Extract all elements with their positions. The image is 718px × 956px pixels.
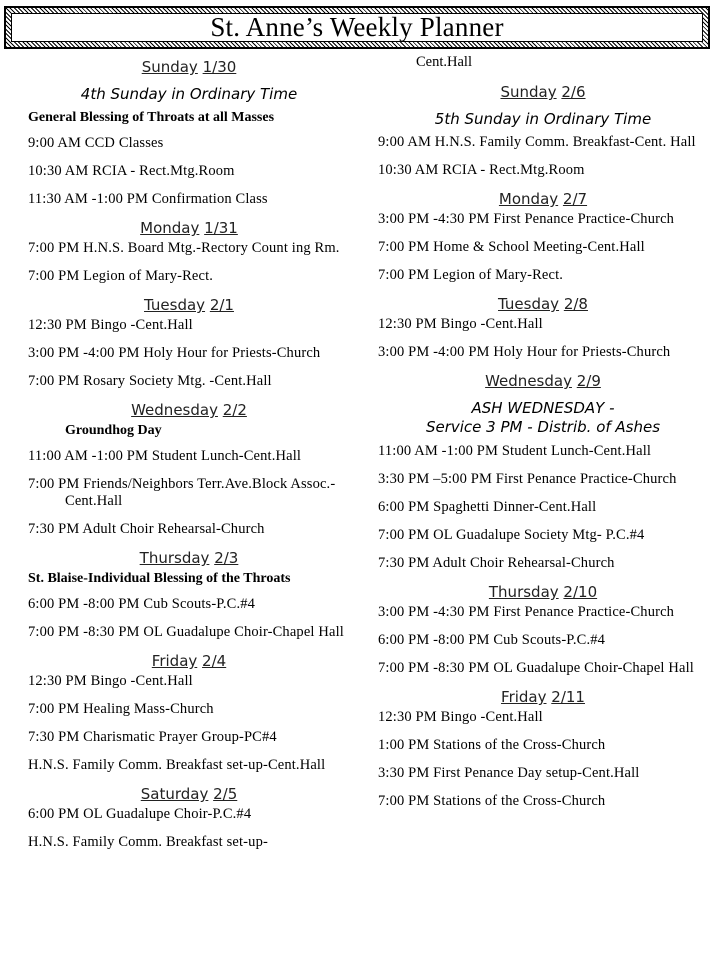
event-item: 6:00 PM -8:00 PM Cub Scouts-P.C.#4 bbox=[378, 632, 606, 648]
event-item: 1:00 PM Stations of the Cross-Church bbox=[378, 737, 606, 753]
day-date: 2/9 bbox=[576, 372, 601, 390]
event-item: 12:30 PM Bingo -Cent.Hall bbox=[378, 709, 543, 725]
event-item: 7:00 PM Home & School Meeting-Cent.Hall bbox=[378, 239, 645, 255]
event-item: 6:00 PM -8:00 PM Cub Scouts-P.C.#4 bbox=[28, 596, 256, 612]
day-heading bbox=[28, 58, 350, 77]
observance-title: 4th Sunday in Ordinary Time bbox=[80, 85, 298, 103]
day-date: 2/6 bbox=[561, 83, 586, 101]
event-item: 10:30 AM RCIA - Rect.Mtg.Room bbox=[378, 162, 585, 178]
event-item: 7:00 PM Healing Mass-Church bbox=[28, 701, 214, 717]
observance-title: 5th Sunday in Ordinary Time bbox=[434, 110, 652, 128]
special-observance bbox=[378, 399, 708, 437]
event-continuation: Cent.Hall bbox=[416, 54, 472, 70]
event-item: 7:00 PM Legion of Mary-Rect. bbox=[28, 268, 214, 284]
day-date: 2/7 bbox=[562, 190, 588, 208]
observance-title: ASH WEDNESDAY - bbox=[471, 399, 615, 417]
page-title: St. Anne’s Weekly Planner bbox=[210, 12, 504, 42]
event-item: 7:30 PM Adult Choir Rehearsal-Church bbox=[378, 555, 615, 571]
event-item: 9:00 AM CCD Classes bbox=[28, 135, 164, 151]
day-date: 1/31 bbox=[204, 219, 238, 237]
event-item: 7:00 PM Rosary Society Mtg. -Cent.Hall bbox=[28, 373, 272, 389]
day-heading bbox=[378, 372, 708, 391]
day-name: Wednesday bbox=[131, 401, 218, 419]
day-name: Monday bbox=[140, 219, 200, 237]
event-item: 7:00 PM -8:30 PM OL Guadalupe Choir-Chapel Hall bbox=[28, 624, 344, 640]
event-item: 12:30 PM Bingo -Cent.Hall bbox=[378, 316, 543, 332]
event-item: 11:30 AM -1:00 PM Confirmation Class bbox=[28, 191, 268, 207]
event-item: 7:00 PM Friends/Neighbors Terr.Ave.Block Assoc.-Cent.Hall bbox=[28, 476, 336, 509]
day-heading bbox=[28, 549, 350, 568]
event-item: 3:00 PM -4:00 PM Holy Hour for Priests-Church bbox=[378, 344, 671, 360]
day-name: Thursday bbox=[488, 583, 559, 601]
event-item: 6:00 PM OL Guadalupe Choir-P.C.#4 bbox=[28, 806, 252, 822]
special-observance bbox=[28, 85, 350, 103]
day-heading bbox=[28, 401, 350, 420]
event-item: 6:00 PM Spaghetti Dinner-Cent.Hall bbox=[378, 499, 597, 515]
day-heading bbox=[378, 583, 708, 602]
event-item: 7:00 PM H.N.S. Board Mtg.-Rectory Count ing Rm. bbox=[28, 240, 340, 256]
day-name: Monday bbox=[498, 190, 559, 208]
right-column bbox=[378, 54, 708, 821]
event-item: H.N.S. Family Comm. Breakfast set-up-Cent.Hall bbox=[28, 757, 326, 773]
day-heading bbox=[28, 296, 350, 315]
day-heading bbox=[28, 652, 350, 671]
day-name: Tuesday bbox=[144, 296, 206, 314]
event-item: 7:00 PM OL Guadalupe Society Mtg- P.C.#4 bbox=[378, 527, 645, 543]
event-item: 3:30 PM –5:00 PM First Penance Practice-Church bbox=[378, 471, 677, 487]
day-name: Thursday bbox=[139, 549, 210, 567]
day-name: Tuesday bbox=[498, 295, 560, 313]
day-name: Sunday bbox=[500, 83, 557, 101]
day-name: Sunday bbox=[141, 58, 198, 76]
event-item: H.N.S. Family Comm. Breakfast set-up- bbox=[28, 834, 268, 850]
event-item: 7:00 PM -8:30 PM OL Guadalupe Choir-Chapel Hall bbox=[378, 660, 694, 676]
day-date: 1/30 bbox=[202, 58, 237, 76]
event-item: 11:00 AM -1:00 PM Student Lunch-Cent.Hall bbox=[378, 443, 652, 459]
title-box bbox=[11, 13, 703, 42]
event-item: 10:30 AM RCIA - Rect.Mtg.Room bbox=[28, 163, 235, 179]
day-date: 2/11 bbox=[551, 688, 585, 706]
day-date: 2/3 bbox=[214, 549, 239, 567]
event-item: 7:00 PM Stations of the Cross-Church bbox=[378, 793, 606, 809]
day-date: 2/8 bbox=[563, 295, 588, 313]
event-item: 12:30 PM Bingo -Cent.Hall bbox=[28, 673, 193, 689]
observance-subtitle: Service 3 PM - Distrib. of Ashes bbox=[425, 418, 661, 436]
day-heading bbox=[378, 295, 708, 314]
day-name: Friday bbox=[151, 652, 198, 670]
event-item: 9:00 AM H.N.S. Family Comm. Breakfast-Cent. Hall bbox=[378, 134, 696, 150]
event-item: 7:00 PM Legion of Mary-Rect. bbox=[378, 267, 564, 283]
day-date: 2/4 bbox=[202, 652, 227, 670]
day-date: 2/2 bbox=[222, 401, 247, 419]
day-heading bbox=[28, 785, 350, 804]
day-name: Wednesday bbox=[485, 372, 572, 390]
day-heading bbox=[28, 219, 350, 238]
event-item: 7:30 PM Charismatic Prayer Group-PC#4 bbox=[28, 729, 277, 745]
day-heading bbox=[378, 688, 708, 707]
bold-note: General Blessing of Throats at all Masses bbox=[28, 110, 275, 125]
day-heading bbox=[378, 190, 708, 209]
event-item: 3:00 PM -4:30 PM First Penance Practice-Church bbox=[378, 604, 675, 620]
left-column bbox=[28, 54, 350, 862]
day-date: 2/10 bbox=[563, 583, 598, 601]
day-date: 2/5 bbox=[213, 785, 238, 803]
bold-note: Groundhog Day bbox=[65, 423, 162, 438]
event-item: 7:30 PM Adult Choir Rehearsal-Church bbox=[28, 521, 265, 537]
day-name: Friday bbox=[501, 688, 547, 706]
day-date: 2/1 bbox=[209, 296, 234, 314]
day-heading bbox=[378, 83, 708, 102]
bold-note: St. Blaise-Individual Blessing of the Throats bbox=[28, 571, 291, 586]
event-item: 12:30 PM Bingo -Cent.Hall bbox=[28, 317, 193, 333]
event-item: 3:00 PM -4:30 PM First Penance Practice-Church bbox=[378, 211, 675, 227]
event-item: 11:00 AM -1:00 PM Student Lunch-Cent.Hall bbox=[28, 448, 302, 464]
special-observance bbox=[378, 110, 708, 128]
event-item: 3:00 PM -4:00 PM Holy Hour for Priests-Church bbox=[28, 345, 321, 361]
event-item: 3:30 PM First Penance Day setup-Cent.Hall bbox=[378, 765, 640, 781]
title-banner bbox=[4, 6, 710, 49]
day-name: Saturday bbox=[140, 785, 209, 803]
